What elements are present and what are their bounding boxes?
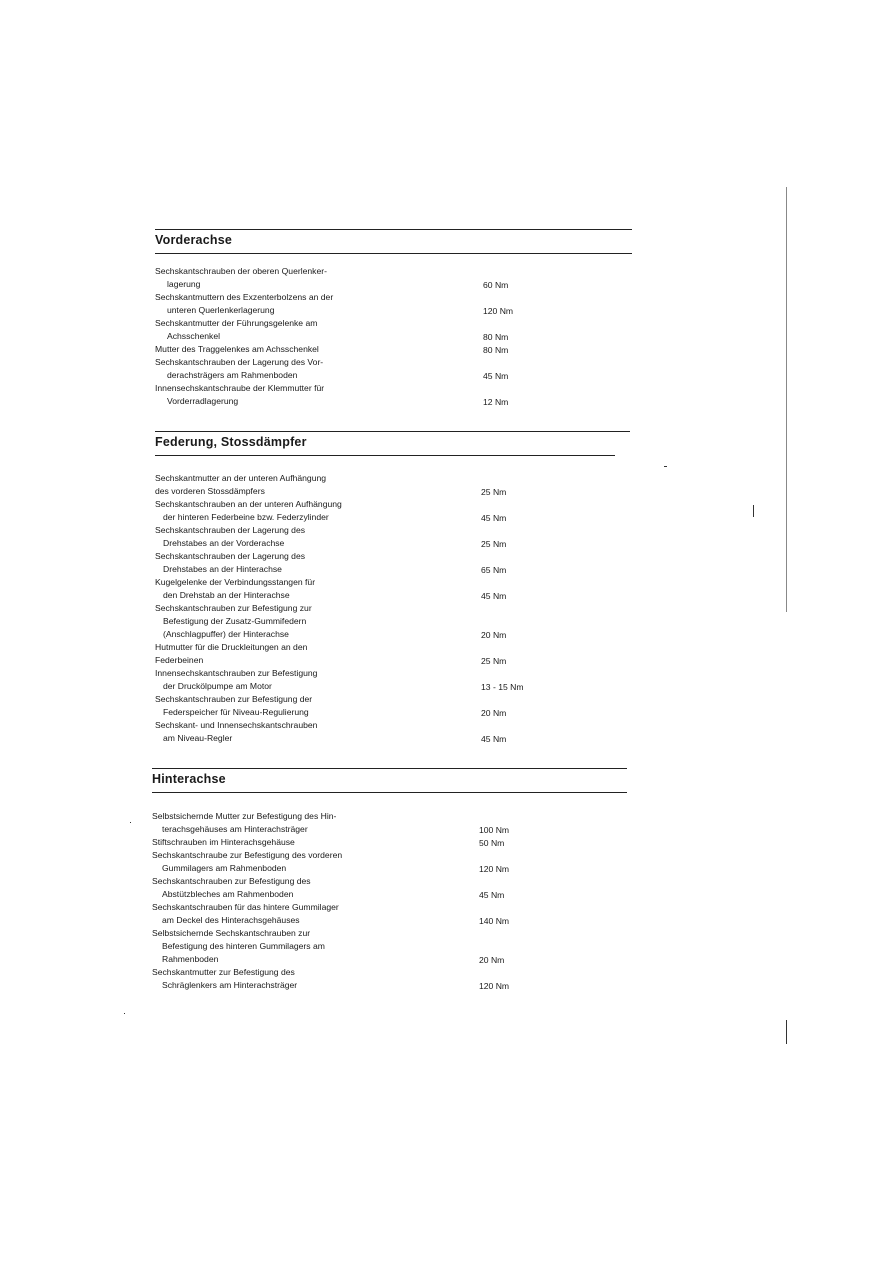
spec-text: unteren Querlenkerlagerung [167,305,275,315]
spec-text: den Drehstab an der Hinterachse [163,590,290,600]
scan-edge-line [786,187,787,612]
spec-text: am Niveau-Regler [163,733,233,743]
spec-text: Innensechskantschraube der Klemmutter für [155,383,325,393]
spec-text: Stiftschrauben im Hinterachsgehäuse [152,837,295,847]
spec-text: Abstützbleches am Rahmenboden [162,889,294,899]
torque-value: 45 Nm [481,513,507,523]
section-top-rule [152,768,627,769]
spec-text: derachsträgers am Rahmenboden [167,370,298,380]
spec-text: Sechskantschrauben zur Befestigung der [155,694,313,704]
torque-value: 50 Nm [479,838,505,848]
spec-text: Gummilagers am Rahmenboden [162,863,287,873]
spec-text: Federspeicher für Niveau-Regulierung [163,707,309,717]
scan-mark [130,822,131,823]
spec-text: des vorderen Stossdämpfers [155,486,265,496]
section-title-federung: Federung, Stossdämpfer [155,435,307,449]
section-bottom-rule [155,455,615,456]
spec-text: Sechskantschrauben zur Befestigung zur [155,603,312,613]
torque-value: 80 Nm [483,332,509,342]
torque-value: 20 Nm [479,955,505,965]
torque-value: 120 Nm [479,981,510,991]
scan-mark [786,1020,787,1044]
spec-text: Sechskantschrauben der Lagerung des [155,525,306,535]
torque-value: 20 Nm [481,708,507,718]
spec-text: Befestigung der Zusatz-Gummifedern [163,616,307,626]
spec-text: Schräglenkers am Hinterachsträger [162,980,298,990]
spec-text: Drehstabes an der Vorderachse [163,538,285,548]
spec-text: Mutter des Traggelenkes am Achsschenkel [155,344,319,354]
torque-value: 25 Nm [481,539,507,549]
spec-text: Sechskantschrauben für das hintere Gummilager [152,902,339,912]
spec-text: Sechskantmutter zur Befestigung des [152,967,295,977]
spec-text: Selbstsichernde Sechskantschrauben zur [152,928,311,938]
torque-value: 120 Nm [483,306,514,316]
spec-text: Drehstabes an der Hinterachse [163,564,282,574]
spec-text: (Anschlagpuffer) der Hinterachse [163,629,289,639]
spec-text: Sechskantmutter der Führungsgelenke am [155,318,318,328]
torque-value: 45 Nm [481,734,507,744]
spec-text: Sechskantschrauben der Lagerung des [155,551,306,561]
spec-text: Sechskantschrauben an der unteren Aufhängung [155,499,342,509]
spec-text: der hinteren Federbeine bzw. Federzylinder [163,512,329,522]
spec-text: Kugelgelenke der Verbindungsstangen für [155,577,316,587]
spec-text: terachsgehäuses am Hinterachsträger [162,824,308,834]
section-bottom-rule [155,253,632,254]
section-bottom-rule [152,792,627,793]
spec-text: Selbstsichernde Mutter zur Befestigung des Hin- [152,811,337,821]
torque-value: 140 Nm [479,916,510,926]
spec-text: Sechskantschraube zur Befestigung des vorderen [152,850,343,860]
scan-mark [753,505,754,517]
spec-text: Sechskantmutter an der unteren Aufhängung [155,473,327,483]
section-top-rule [155,229,632,230]
torque-value: 100 Nm [479,825,510,835]
torque-value: 60 Nm [483,280,509,290]
section-top-rule [155,431,630,432]
spec-text: der Druckölpumpe am Motor [163,681,272,691]
scan-mark [124,1013,125,1014]
spec-text: Innensechskantschrauben zur Befestigung [155,668,318,678]
spec-text: Hutmutter für die Druckleitungen an den [155,642,308,652]
torque-value: 25 Nm [481,487,507,497]
spec-text: am Deckel des Hinterachsgehäuses [162,915,300,925]
torque-value: 120 Nm [479,864,510,874]
torque-value: 13 - 15 Nm [481,682,524,692]
section-title-hinterachse: Hinterachse [152,772,226,786]
spec-text: Achsschenkel [167,331,221,341]
spec-text: Sechskantschrauben der Lagerung des Vor- [155,357,324,367]
torque-value: 80 Nm [483,345,509,355]
torque-value: 20 Nm [481,630,507,640]
spec-text: Vorderradlagerung [167,396,239,406]
spec-text: Rahmenboden [162,954,219,964]
spec-text: Sechskantmuttern des Exzenterbolzens an der [155,292,334,302]
spec-text: Sechskantschrauben zur Befestigung des [152,876,311,886]
torque-value: 65 Nm [481,565,507,575]
torque-value: 45 Nm [481,591,507,601]
section-title-vorderachse: Vorderachse [155,233,233,247]
scan-mark [664,466,667,467]
torque-value: 45 Nm [483,371,509,381]
spec-text: Sechskantschrauben der oberen Querlenker- [155,266,327,276]
torque-value: 12 Nm [483,397,509,407]
torque-value: 45 Nm [479,890,505,900]
spec-text: Sechskant- und Innensechskantschrauben [155,720,318,730]
spec-text: lagerung [167,279,201,289]
spec-text: Federbeinen [155,655,204,665]
torque-value: 25 Nm [481,656,507,666]
spec-text: Befestigung des hinteren Gummilagers am [162,941,325,951]
